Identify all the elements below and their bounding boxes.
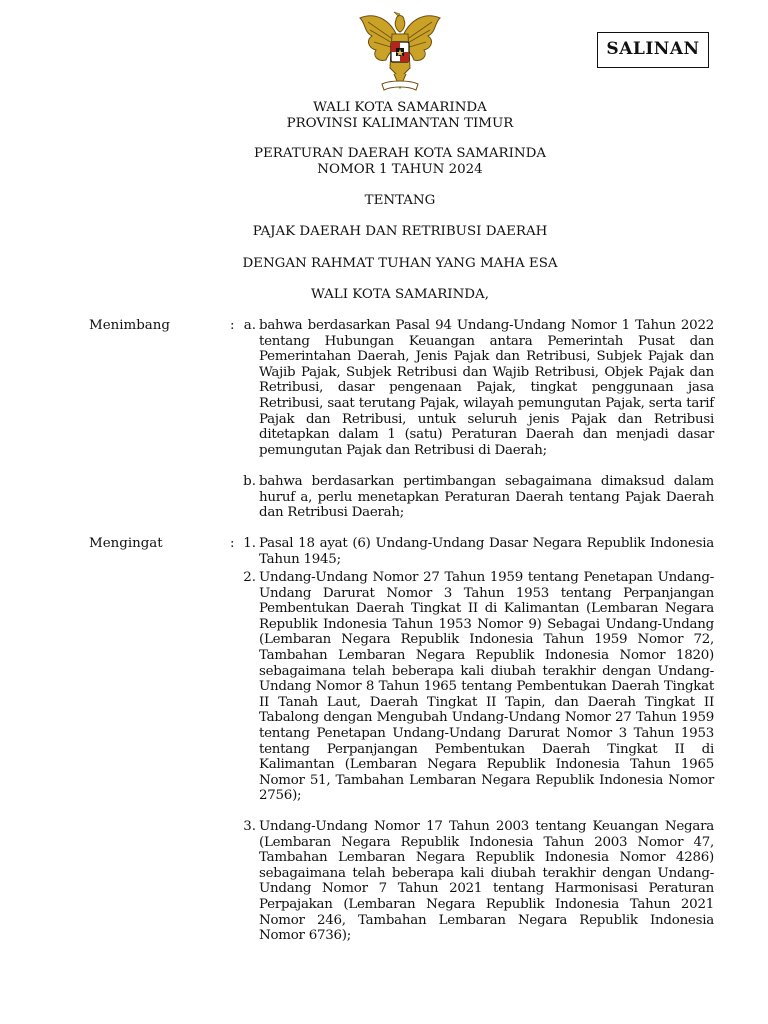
menimbang-marker-b: b. <box>243 474 256 489</box>
menimbang-item-b: bahwa berdasarkan pertimbangan sebagaimana dimaksud dalam huruf a, perlu menetapkan Peraturan Daerah tentang Pajak Daerah dan Retribusi Daerah; <box>259 474 714 521</box>
grace-line: DENGAN RAHMAT TUHAN YANG MAHA ESA <box>242 256 558 271</box>
mengingat-marker-2: 2. <box>243 570 256 585</box>
menimbang-colon: : <box>230 318 235 333</box>
about-heading: TENTANG <box>364 193 436 208</box>
mengingat-item-1: Pasal 18 ayat (6) Undang-Undang Dasar Negara Republik Indonesia Tahun 1945; <box>259 536 714 567</box>
mengingat-item-3: Undang-Undang Nomor 17 Tahun 2003 tentang Keuangan Negara (Lembaran Negara Republik Indonesia Tahun 2003 Nomor 47, Tambahan Lembaran Negara Republik Indonesia Nomor 4286) sebagaimana telah beberapa kali diubah terakhir dengan Undang-Undang Nomor 7 Tahun 2021 tentang Harmonisasi Peraturan Perpajakan (Lembaran Negara Republik Indonesia Tahun 2021 Nomor 246, Tambahan Lembaran Negara Republik Indonesia Nomor 6736); <box>259 819 714 944</box>
mengingat-marker-1: 1. <box>243 536 256 551</box>
province-title: PROVINSI KALIMANTAN TIMUR <box>286 116 514 131</box>
mengingat-label: Mengingat <box>89 536 163 551</box>
menimbang-label: Menimbang <box>89 318 170 333</box>
issuer-title: WALI KOTA SAMARINDA <box>313 100 487 115</box>
garuda-emblem-icon <box>354 8 446 96</box>
mengingat-marker-3: 3. <box>243 819 256 834</box>
mengingat-colon: : <box>230 536 235 551</box>
menimbang-item-a: bahwa berdasarkan Pasal 94 Undang-Undang Nomor 1 Tahun 2022 tentang Hubungan Keuangan antara Pemerintah Pusat dan Pemerintahan Daerah, Jenis Pajak dan Retribusi, Subjek Pajak dan Wajib Pajak, Subjek Retribusi dan Wajib Retribusi, Objek Pajak dan Retribusi, dasar pengenaan Pajak, tingkat penggunaan jasa Retribusi, saat terutang Pajak, wilayah pemungutan Pajak, serta tarif Pajak dan Retribusi, untuk seluruh jenis Pajak dan Retribusi ditetapkan dalam 1 (satu) Peraturan Daerah dan menjadi dasar pemungutan Pajak dan Retribusi di Daerah; <box>259 318 714 458</box>
menimbang-marker-a: a. <box>243 318 256 333</box>
issuer-signoff: WALI KOTA SAMARINDA, <box>311 287 489 302</box>
regulation-number: NOMOR 1 TAHUN 2024 <box>317 162 483 177</box>
regulation-subject: PAJAK DAERAH DAN RETRIBUSI DAERAH <box>252 224 548 239</box>
salinan-stamp: SALINAN <box>597 32 709 68</box>
mengingat-item-2: Undang-Undang Nomor 27 Tahun 1959 tentang Penetapan Undang-Undang Darurat Nomor 3 Tahun 1953 tentang Perpanjangan Pembentukan Daerah Tingkat II di Kalimantan (Lembaran Negara Republik Indonesia Tahun 1953 Nomor 9) Sebagai Undang-Undang (Lembaran Negara Republik Indonesia Tahun 1959 Nomor 72, Tambahan Lembaran Negara Republik Indonesia Nomor 1820) sebagaimana telah beberapa kali diubah terakhir dengan Undang-Undang Nomor 8 Tahun 1965 tentang Pembentukan Daerah Tingkat II Tanah Laut, Daerah Tingkat II Tapin, dan Daerah Tingkat II Tabalong dengan Mengubah Undang-Undang Nomor 27 Tahun 1959 tentang Penetapan Undang-Undang Darurat Nomor 3 Tahun 1953 tentang Perpanjangan Pembentukan Daerah Tingkat II di Kalimantan (Lembaran Negara Republik Indonesia Tahun 1965 Nomor 51, Tambahan Lembaran Negara Republik Indonesia Nomor 2756); <box>259 570 714 804</box>
regulation-title: PERATURAN DAERAH KOTA SAMARINDA <box>253 146 547 161</box>
